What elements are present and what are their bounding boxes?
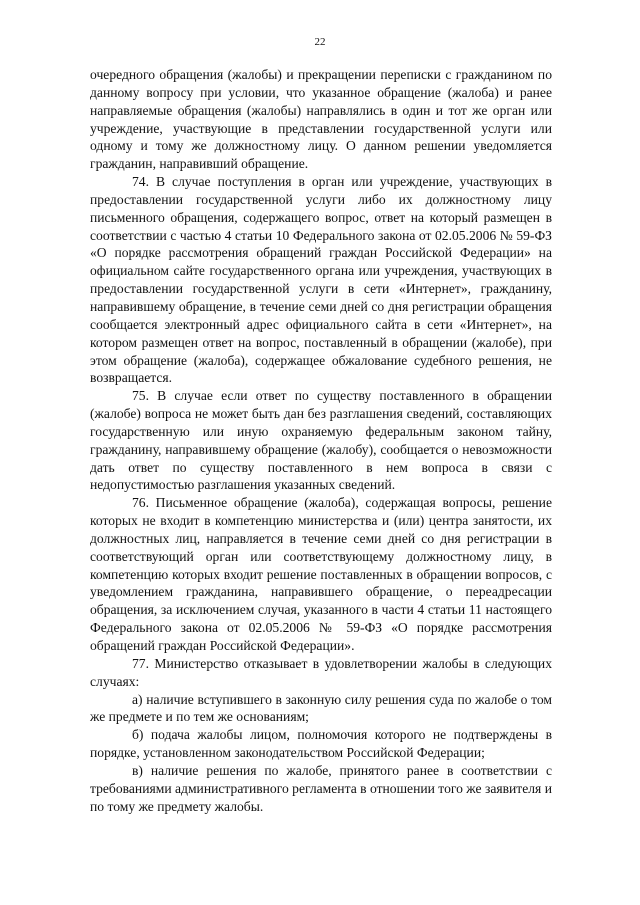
paragraph-77: 77. Министерство отказывает в удовлетворении жалобы в следующих случаях: (90, 655, 552, 689)
document-body (90, 66, 552, 815)
page-number: 22 (314, 36, 326, 48)
paragraph-continuation: очередного обращения (жалобы) и прекращении переписки с гражданином по данному вопросу при условии, что указанное обращение (жалоба) и ранее направляемые обращения (жалобы) направлялись в один и тот же орган или учреждение, участвующие в представлении государственной услуги или одному и тому же должностному лицу. О данном решении уведомляется гражданин, направивший обращение. (90, 67, 552, 172)
paragraph-76: 76. Письменное обращение (жалоба), содержащая вопросы, решение которых не входит в компетенцию министерства и (или) центра занятости, их должностных лиц, направляется в течение семи дней со дня регистрации в соответствующий орган или соответствующему должностному лицу, в компетенцию которых входит решение поставленных в обращении вопросов, с уведомлением гражданина, направившего обращение, о переадресации обращения, за исключением случая, указанного в части 4 статьи 11 настоящего Федерального закона от 02.05.2006 № 59-ФЗ «О порядке рассмотрения обращений граждан Российской Федерации». (90, 495, 552, 653)
list-item-v: в) наличие решения по жалобе, принятого ранее в соответствии с требованиями административного регламента в отношении того же заявителя и по тому же предмету жалобы. (90, 762, 552, 814)
list-item-a: а) наличие вступившего в законную силу решения суда по жалобе о том же предмете и по тем же основаниям; (90, 691, 552, 725)
paragraph-75: 75. В случае если ответ по существу поставленного в обращении (жалобе) вопроса не может быть дан без разглашения сведений, составляющих государственную или иную охраняемую федеральным законом тайну, гражданину, направившему обращение (жалобу), сообщается о невозможности дать ответ по существу поставленного в нем вопроса в связи с недопустимостью разглашения указанных сведений. (90, 388, 552, 493)
list-item-b: б) подача жалобы лицом, полномочия которого не подтверждены в порядке, установленном законодательством Российской Федерации; (90, 727, 552, 761)
paragraph-74: 74. В случае поступления в орган или учреждение, участвующих в предоставлении государственной услуги либо их должностному лицу письменного обращения, содержащего вопрос, ответ на который размещен в соответствии с частью 4 статьи 10 Федерального закона от 02.05.2006 № 59-ФЗ «О порядке рассмотрения обращений граждан Российской Федерации» на официальном сайте государственного органа или учреждения, участвующих в предоставлении государственной услуги в сети «Интернет», гражданину, направившему обращение, в течение семи дней со дня регистрации обращения сообщается электронный адрес официального сайта в сети «Интернет», на котором размещен ответ на вопрос, поставленный в обращении (жалобе), при этом обращение (жалоба), содержащее обжалование судебного решения, не возвращается. (90, 174, 552, 386)
